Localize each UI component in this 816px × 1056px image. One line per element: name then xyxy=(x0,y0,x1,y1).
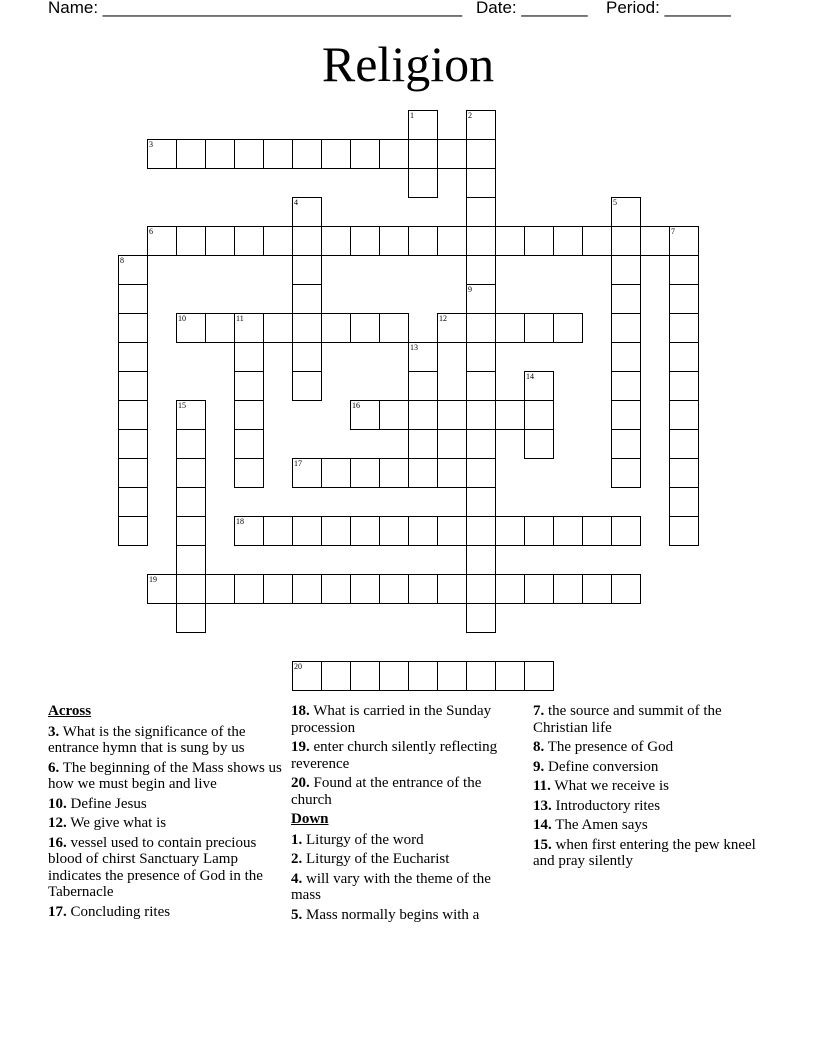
crossword-cell[interactable] xyxy=(611,429,641,459)
crossword-cell[interactable] xyxy=(321,139,351,169)
crossword-cell[interactable] xyxy=(466,516,496,546)
crossword-cell[interactable] xyxy=(408,458,438,488)
clue-across-3: 3. What is the significance of the entrance hymn that is sung by us xyxy=(48,723,246,756)
clue-down-15: 15. when first entering the pew kneel and pray silently xyxy=(533,836,756,869)
crossword-cell[interactable] xyxy=(408,516,438,546)
crossword-cell[interactable] xyxy=(553,313,583,343)
crossword-cell[interactable] xyxy=(466,342,496,372)
crossword-cell[interactable] xyxy=(147,574,177,604)
crossword-cell[interactable] xyxy=(466,545,496,575)
crossword-cell[interactable] xyxy=(321,574,351,604)
crossword-cell[interactable] xyxy=(176,574,206,604)
crossword-cell[interactable] xyxy=(640,226,670,256)
crossword-cell[interactable] xyxy=(466,487,496,517)
crossword-cell[interactable] xyxy=(205,313,235,343)
crossword-cell[interactable] xyxy=(669,429,699,459)
crossword-cell[interactable] xyxy=(205,574,235,604)
crossword-cell[interactable] xyxy=(118,342,148,372)
crossword-cell[interactable] xyxy=(553,574,583,604)
crossword-cell[interactable] xyxy=(669,487,699,517)
crossword-cell[interactable] xyxy=(437,313,467,343)
crossword-cell[interactable] xyxy=(379,574,409,604)
crossword-cell[interactable] xyxy=(118,255,148,285)
clue-across-17: 17. Concluding rites xyxy=(48,903,171,920)
clue-number: 19 xyxy=(149,575,157,584)
crossword-cell[interactable] xyxy=(466,574,496,604)
crossword-cell[interactable] xyxy=(408,110,438,140)
crossword-cell[interactable] xyxy=(350,574,380,604)
crossword-cell[interactable] xyxy=(524,661,554,691)
clue-across-12: 12. We give what is xyxy=(48,815,167,831)
crossword-cell[interactable] xyxy=(408,168,438,198)
clue-down-9: 9. Define conversion xyxy=(533,758,659,775)
crossword-cell[interactable] xyxy=(466,197,496,227)
crossword-cell[interactable] xyxy=(669,516,699,546)
crossword-cell[interactable] xyxy=(437,574,467,604)
crossword-cell[interactable] xyxy=(495,661,525,691)
crossword-cell[interactable] xyxy=(466,661,496,691)
crossword-cell[interactable] xyxy=(611,284,641,314)
crossword-cell[interactable] xyxy=(321,661,351,691)
clue-number: 12 xyxy=(439,314,447,323)
clues-column-3 xyxy=(533,703,763,873)
crossword-cell[interactable] xyxy=(379,313,409,343)
crossword-cell[interactable] xyxy=(466,429,496,459)
crossword-cell[interactable] xyxy=(234,429,264,459)
clue-number: 17 xyxy=(294,459,302,468)
crossword-cell[interactable] xyxy=(669,313,699,343)
clue-number: 13 xyxy=(410,343,418,352)
crossword-cell[interactable] xyxy=(176,429,206,459)
crossword-cell[interactable] xyxy=(263,516,293,546)
crossword-cell[interactable] xyxy=(408,400,438,430)
crossword-cell[interactable] xyxy=(379,516,409,546)
crossword-cell[interactable] xyxy=(234,139,264,169)
crossword-cell[interactable] xyxy=(234,574,264,604)
crossword-cell[interactable] xyxy=(292,661,322,691)
clue-down-8: 8. The presence of God xyxy=(533,739,674,755)
clue-across-19: 19. enter church silently reflecting reverence xyxy=(291,739,498,772)
crossword-cell[interactable] xyxy=(176,545,206,575)
crossword-cell[interactable] xyxy=(176,487,206,517)
crossword-cell[interactable] xyxy=(437,226,467,256)
crossword-cell[interactable] xyxy=(408,139,438,169)
crossword-cell[interactable] xyxy=(466,139,496,169)
crossword-cell[interactable] xyxy=(350,458,380,488)
crossword-cell[interactable] xyxy=(379,139,409,169)
crossword-cell[interactable] xyxy=(350,661,380,691)
clue-down-14: 14. The Amen says xyxy=(533,817,648,833)
crossword-cell[interactable] xyxy=(379,458,409,488)
crossword-cell[interactable] xyxy=(350,226,380,256)
crossword-cell[interactable] xyxy=(611,226,641,256)
clue-number: 7 xyxy=(671,227,675,236)
clues-column-2 xyxy=(291,703,516,926)
puzzle-title: Religion xyxy=(321,36,495,92)
crossword-cell[interactable] xyxy=(205,139,235,169)
crossword-cell[interactable] xyxy=(524,400,554,430)
crossword-cell[interactable] xyxy=(495,226,525,256)
crossword-cell[interactable] xyxy=(118,313,148,343)
crossword-cell[interactable] xyxy=(437,400,467,430)
crossword-cell[interactable] xyxy=(234,400,264,430)
crossword-cell[interactable] xyxy=(669,342,699,372)
crossword-cell[interactable] xyxy=(669,458,699,488)
crossword-cell[interactable] xyxy=(350,516,380,546)
crossword-cell[interactable] xyxy=(118,429,148,459)
clue-down-13: 13. Introductory rites xyxy=(533,797,661,814)
crossword-cell[interactable] xyxy=(292,284,322,314)
crossword-cell[interactable] xyxy=(350,400,380,430)
clue-number: 14 xyxy=(526,372,534,381)
crossword-cell[interactable] xyxy=(524,371,554,401)
clue-down-2: 2. Liturgy of the Eucharist xyxy=(291,851,450,867)
crossword-cell[interactable] xyxy=(437,458,467,488)
crossword-cell[interactable] xyxy=(147,139,177,169)
crossword-cell[interactable] xyxy=(176,226,206,256)
crossword-cell[interactable] xyxy=(176,139,206,169)
crossword-cell[interactable] xyxy=(321,226,351,256)
crossword-cell[interactable] xyxy=(234,342,264,372)
crossword-cell[interactable] xyxy=(669,400,699,430)
crossword-cell[interactable] xyxy=(495,400,525,430)
clue-number: 8 xyxy=(120,256,124,265)
crossword-cell[interactable] xyxy=(292,226,322,256)
crossword-cell[interactable] xyxy=(263,574,293,604)
crossword-cell[interactable] xyxy=(669,226,699,256)
across-heading: Across xyxy=(48,703,92,719)
date-field[interactable]: Date: _______ xyxy=(476,0,588,17)
crossword-cell[interactable] xyxy=(611,400,641,430)
crossword-cell[interactable] xyxy=(234,313,264,343)
crossword-cell[interactable] xyxy=(234,226,264,256)
crossword-cell[interactable] xyxy=(263,139,293,169)
crossword-cell[interactable] xyxy=(234,458,264,488)
clue-number: 20 xyxy=(294,662,302,671)
crossword-cell[interactable] xyxy=(118,284,148,314)
crossword-cell[interactable] xyxy=(408,429,438,459)
crossword-cell[interactable] xyxy=(408,342,438,372)
crossword-cell[interactable] xyxy=(147,226,177,256)
crossword-cell[interactable] xyxy=(437,516,467,546)
crossword-cell[interactable] xyxy=(669,371,699,401)
crossword-cell[interactable] xyxy=(321,516,351,546)
clue-down-11: 11. What we receive is xyxy=(533,778,669,794)
crossword-cell[interactable] xyxy=(379,226,409,256)
crossword-cell[interactable] xyxy=(524,574,554,604)
crossword-cell[interactable] xyxy=(611,371,641,401)
clues-column-1 xyxy=(48,703,284,923)
clue-number: 1 xyxy=(410,111,414,120)
crossword-cell[interactable] xyxy=(466,603,496,633)
crossword-cell[interactable] xyxy=(524,429,554,459)
clue-down-5: 5. Mass normally begins with a xyxy=(291,906,480,923)
crossword-cell[interactable] xyxy=(466,110,496,140)
clue-number: 15 xyxy=(178,401,186,410)
crossword-cell[interactable] xyxy=(321,458,351,488)
crossword-cell[interactable] xyxy=(524,226,554,256)
crossword-cell[interactable] xyxy=(669,284,699,314)
crossword-cell[interactable] xyxy=(292,371,322,401)
crossword-cell[interactable] xyxy=(321,313,351,343)
crossword-cell[interactable] xyxy=(350,313,380,343)
crossword-cell[interactable] xyxy=(611,255,641,285)
crossword-cell[interactable] xyxy=(611,342,641,372)
crossword-cell[interactable] xyxy=(669,255,699,285)
crossword-cell[interactable] xyxy=(466,371,496,401)
crossword-cell[interactable] xyxy=(466,226,496,256)
crossword-cell[interactable] xyxy=(466,168,496,198)
crossword-cell[interactable] xyxy=(379,661,409,691)
crossword-cell[interactable] xyxy=(553,226,583,256)
clue-number: 5 xyxy=(613,198,617,207)
crossword-cell[interactable] xyxy=(466,284,496,314)
clue-number: 3 xyxy=(149,140,153,149)
crossword-cell[interactable] xyxy=(553,516,583,546)
crossword-cell[interactable] xyxy=(292,255,322,285)
clue-down-4: 4. will vary with the theme of the mass xyxy=(291,870,491,903)
crossword-cell[interactable] xyxy=(582,516,612,546)
crossword-cell[interactable] xyxy=(611,516,641,546)
crossword-cell[interactable] xyxy=(524,516,554,546)
crossword-cell[interactable] xyxy=(408,371,438,401)
crossword-cell[interactable] xyxy=(466,400,496,430)
crossword-cell[interactable] xyxy=(118,458,148,488)
crossword-cell[interactable] xyxy=(118,516,148,546)
crossword-cell[interactable] xyxy=(466,313,496,343)
crossword-cell[interactable] xyxy=(611,313,641,343)
clue-across-6: 6. The beginning of the Mass shows us how we must begin and live xyxy=(48,759,282,792)
clue-number: 10 xyxy=(178,314,186,323)
clue-number: 11 xyxy=(236,314,244,323)
down-heading: Down xyxy=(291,811,329,827)
clue-number: 9 xyxy=(468,285,472,294)
crossword-cell[interactable] xyxy=(176,458,206,488)
crossword-cell[interactable] xyxy=(292,458,322,488)
crossword-cell[interactable] xyxy=(176,603,206,633)
name-field[interactable]: Name: ______________________________________ xyxy=(48,0,463,17)
clue-down-7: 7. the source and summit of the Christian life xyxy=(533,703,722,736)
crossword-cell[interactable] xyxy=(408,226,438,256)
clue-across-20: 20. Found at the entrance of the church xyxy=(291,775,482,808)
clue-number: 18 xyxy=(236,517,244,526)
clue-across-18: 18. What is carried in the Sunday procession xyxy=(291,703,492,736)
clue-number: 6 xyxy=(149,227,153,236)
crossword-cell[interactable] xyxy=(292,516,322,546)
crossword-cell[interactable] xyxy=(495,574,525,604)
crossword-cell[interactable] xyxy=(176,400,206,430)
crossword-cell[interactable] xyxy=(292,313,322,343)
crossword-cell[interactable] xyxy=(437,661,467,691)
crossword-cell[interactable] xyxy=(234,371,264,401)
crossword-cell[interactable] xyxy=(176,516,206,546)
crossword-cell[interactable] xyxy=(408,574,438,604)
crossword-cell[interactable] xyxy=(292,342,322,372)
clue-number: 16 xyxy=(352,401,360,410)
period-field[interactable]: Period: _______ xyxy=(606,0,731,17)
crossword-cell[interactable] xyxy=(582,574,612,604)
crossword-cell[interactable] xyxy=(118,487,148,517)
crossword-cell[interactable] xyxy=(495,516,525,546)
crossword-cell[interactable] xyxy=(466,458,496,488)
clue-across-10: 10. Define Jesus xyxy=(48,795,147,812)
crossword-cell[interactable] xyxy=(437,139,467,169)
crossword-cell[interactable] xyxy=(118,371,148,401)
crossword-cell[interactable] xyxy=(611,574,641,604)
crossword-cell[interactable] xyxy=(205,226,235,256)
clue-number: 4 xyxy=(294,198,298,207)
crossword-cell[interactable] xyxy=(582,226,612,256)
crossword-cell[interactable] xyxy=(524,313,554,343)
clue-number: 2 xyxy=(468,111,472,120)
crossword-cell[interactable] xyxy=(292,139,322,169)
crossword-cell[interactable] xyxy=(234,516,264,546)
crossword-cell[interactable] xyxy=(350,139,380,169)
crossword-cell[interactable] xyxy=(292,574,322,604)
crossword-cell[interactable] xyxy=(379,400,409,430)
clue-down-1: 1. Liturgy of the word xyxy=(291,831,424,848)
crossword-cell[interactable] xyxy=(408,661,438,691)
crossword-cell[interactable] xyxy=(495,313,525,343)
crossword-cell[interactable] xyxy=(611,197,641,227)
crossword-cell[interactable] xyxy=(263,313,293,343)
clue-across-16: 16. vessel used to contain precious blood of chirst Sanctuary Lamp indicates the presence of God in the Tabernacle xyxy=(48,834,263,900)
crossword-cell[interactable] xyxy=(466,255,496,285)
crossword-cell[interactable] xyxy=(263,226,293,256)
crossword-cell[interactable] xyxy=(611,458,641,488)
crossword-cell[interactable] xyxy=(118,400,148,430)
crossword-cell[interactable] xyxy=(292,197,322,227)
crossword-cell[interactable] xyxy=(176,313,206,343)
